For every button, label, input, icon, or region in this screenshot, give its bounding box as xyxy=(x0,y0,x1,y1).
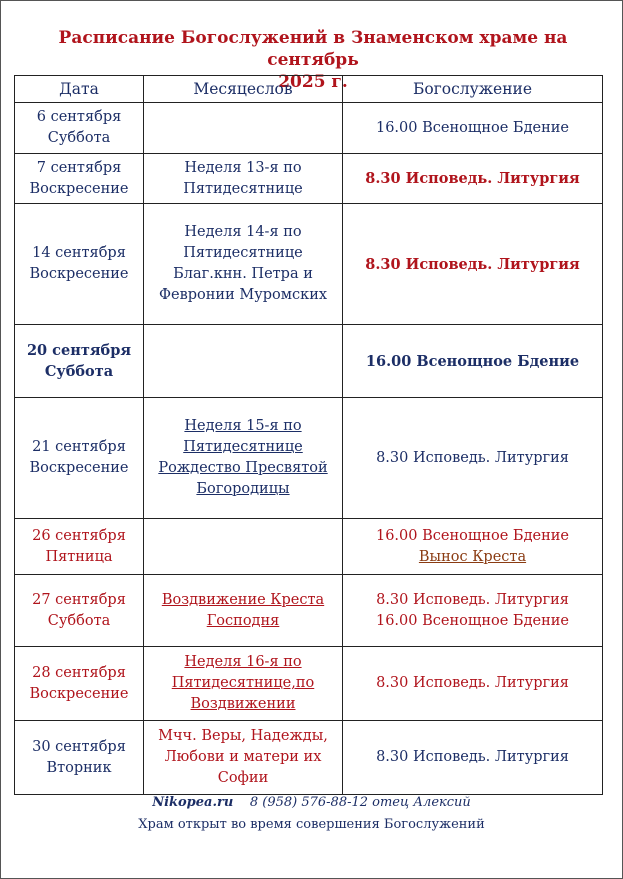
schedule-table xyxy=(14,75,603,795)
calendar-line: Господня xyxy=(206,612,280,629)
service-cell xyxy=(343,647,603,721)
date-cell xyxy=(15,103,144,154)
date-weekday: Вторник xyxy=(46,759,112,776)
date-day: 28 сентября xyxy=(32,664,126,681)
date-cell xyxy=(15,575,144,647)
calendar-line: Любови и матери их xyxy=(164,749,322,765)
calendar-line: Мчч. Веры, Надежды, xyxy=(158,728,328,744)
table-row xyxy=(15,325,603,398)
table-row xyxy=(15,154,603,204)
service-line: 8.30 Исповедь. Литургия xyxy=(365,255,580,273)
calendar-line: Рождество Пресвятой xyxy=(158,460,328,476)
date-cell xyxy=(15,721,144,795)
calendar-cell xyxy=(144,647,343,721)
calendar-line: Февронии Муромских xyxy=(158,287,328,303)
calendar-line: Богородицы xyxy=(196,481,290,497)
date-day: 26 сентября xyxy=(32,527,126,544)
table-row xyxy=(15,204,603,325)
title-line-2: 2025 г. xyxy=(278,72,348,92)
table-row xyxy=(15,647,603,721)
footer-site: Nikopea.ru xyxy=(152,795,234,810)
service-line: 8.30 Исповедь. Литургия xyxy=(376,449,569,466)
calendar-cell xyxy=(144,575,343,647)
calendar-line: Воздвижение Креста xyxy=(161,591,325,608)
date-cell xyxy=(15,647,144,721)
calendar-cell xyxy=(144,204,343,325)
service-line: 8.30 Исповедь. Литургия xyxy=(376,749,569,765)
date-day: 21 сентября xyxy=(32,439,126,455)
date-weekday: Суббота xyxy=(44,363,114,380)
date-weekday: Воскресение xyxy=(29,180,129,197)
calendar-cell xyxy=(144,103,343,154)
calendar-line: Пятидесятнице xyxy=(183,245,303,261)
date-cell xyxy=(15,204,144,325)
date-day: 14 сентября xyxy=(32,245,126,261)
calendar-line: Неделя 14-я по xyxy=(184,224,302,240)
calendar-line: Неделя 16-я по xyxy=(184,654,302,670)
service-line: 8.30 Исповедь. Литургия xyxy=(376,591,569,608)
service-cell xyxy=(343,398,603,519)
calendar-line: Неделя 13-я по xyxy=(184,159,302,176)
calendar-line: Благ.кнн. Петра и xyxy=(173,266,313,282)
table-row xyxy=(15,103,603,154)
footer-note: Храм открыт во время совершения Богослужений xyxy=(138,817,485,832)
date-weekday: Суббота xyxy=(47,130,111,146)
header-service: Богослужение xyxy=(343,76,603,103)
calendar-line: Пятидесятнице,по xyxy=(171,675,315,691)
service-line: 16.00 Всенощное Бдение xyxy=(365,352,580,370)
service-cell xyxy=(343,325,603,398)
header-date: Дата xyxy=(15,76,144,103)
date-weekday: Пятница xyxy=(45,548,113,565)
calendar-line: Пятидесятнице xyxy=(183,439,303,455)
table-row xyxy=(15,575,603,647)
date-day: 7 сентября xyxy=(36,159,122,176)
table-header-row xyxy=(15,76,603,103)
calendar-cell xyxy=(144,154,343,204)
footer-contacts xyxy=(1,795,622,810)
table-row xyxy=(15,519,603,575)
date-cell xyxy=(15,398,144,519)
date-weekday: Воскресение xyxy=(29,685,129,702)
calendar-line: Пятидесятнице xyxy=(183,180,303,197)
table-row xyxy=(15,398,603,519)
date-weekday: Воскресение xyxy=(29,266,129,282)
service-line: 16.00 Всенощное Бдение xyxy=(375,119,569,136)
date-day: 6 сентября xyxy=(36,109,122,125)
service-cell xyxy=(343,519,603,575)
service-line: 16.00 Всенощное Бдение xyxy=(375,612,569,629)
service-line: 8.30 Исповедь. Литургия xyxy=(376,675,569,691)
calendar-cell xyxy=(144,519,343,575)
date-cell xyxy=(15,325,144,398)
service-line: Вынос Креста xyxy=(418,548,527,565)
date-cell xyxy=(15,154,144,204)
footer-phone: 8 (958) 576-88-12 отец Алексий xyxy=(249,795,471,810)
service-cell xyxy=(343,103,603,154)
title-line-1: Расписание Богослужений в Знаменском храме на сентябрь xyxy=(58,28,568,70)
calendar-cell xyxy=(144,398,343,519)
service-line: 16.00 Всенощное Бдение xyxy=(375,527,569,544)
date-cell xyxy=(15,519,144,575)
service-line: 8.30 Исповедь. Литургия xyxy=(365,170,580,187)
header-calendar: Месяцеслов xyxy=(144,76,343,103)
date-day: 27 сентября xyxy=(32,591,126,608)
service-cell xyxy=(343,721,603,795)
table-row xyxy=(15,721,603,795)
date-day: 20 сентября xyxy=(26,342,132,359)
service-cell xyxy=(343,575,603,647)
service-cell xyxy=(343,154,603,204)
calendar-line: Софии xyxy=(217,770,269,786)
date-weekday: Суббота xyxy=(47,612,111,629)
calendar-line: Неделя 15-я по xyxy=(184,418,302,434)
service-cell xyxy=(343,204,603,325)
calendar-line: Воздвижении xyxy=(190,696,296,712)
calendar-cell xyxy=(144,721,343,795)
date-day: 30 сентября xyxy=(32,738,126,755)
date-weekday: Воскресение xyxy=(29,460,129,476)
calendar-cell xyxy=(144,325,343,398)
